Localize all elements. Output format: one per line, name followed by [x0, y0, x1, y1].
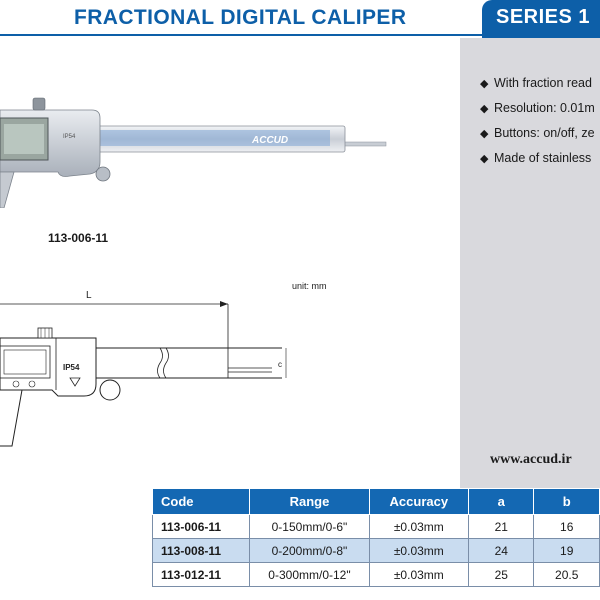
- technical-drawing: [0, 286, 300, 461]
- feature-text: With fraction read: [494, 76, 592, 90]
- feature-item: [480, 126, 600, 151]
- feature-item: [480, 76, 600, 101]
- cell-range: 0-200mm/0-8": [250, 539, 369, 563]
- feature-text: Buttons: on/off, ze: [494, 126, 595, 140]
- diamond-bullet-icon: ◆: [480, 103, 489, 115]
- dimension-label-l: L: [86, 290, 92, 301]
- caliper-photo: [0, 88, 400, 208]
- feature-text: Resolution: 0.01m: [494, 101, 595, 115]
- product-model-label: 113-006-11: [48, 231, 109, 245]
- drawing-slider-body: [0, 338, 96, 396]
- depth-rod: [340, 142, 386, 146]
- feature-item: [480, 151, 600, 176]
- feature-text: Made of stainless: [494, 151, 592, 165]
- website-link[interactable]: www.accud.ir: [490, 452, 572, 467]
- ip-rating-mark: IP54: [63, 134, 76, 140]
- cell-b: 16: [534, 515, 600, 539]
- cell-a: 24: [469, 539, 534, 563]
- spec-table: [152, 488, 600, 587]
- drawing-lower-jaw: [0, 390, 22, 446]
- unit-label: unit: mm: [292, 281, 327, 291]
- column-header-code: Code: [153, 489, 250, 515]
- column-header-a: a: [469, 489, 534, 515]
- column-header-accuracy: Accuracy: [369, 489, 469, 515]
- dimension-arrow: [220, 301, 228, 307]
- cell-code: 113-006-11: [153, 515, 250, 539]
- drawing-thumb-roller: [100, 380, 120, 400]
- series-badge: [482, 0, 600, 38]
- feature-panel: [460, 38, 600, 490]
- cell-range: 0-150mm/0-6": [250, 515, 369, 539]
- diamond-bullet-icon: ◆: [480, 78, 489, 90]
- cell-a: 25: [469, 563, 534, 587]
- cell-accuracy: ±0.03mm: [369, 539, 469, 563]
- beam-scale: [100, 130, 330, 146]
- cell-code: 113-008-11: [153, 539, 250, 563]
- cell-a: 21: [469, 515, 534, 539]
- table-row: [153, 515, 600, 539]
- column-header-range: Range: [250, 489, 369, 515]
- thumb-roller: [96, 167, 110, 181]
- cell-accuracy: ±0.03mm: [369, 515, 469, 539]
- cell-accuracy: ±0.03mm: [369, 563, 469, 587]
- diamond-bullet-icon: ◆: [480, 153, 489, 165]
- feature-item: [480, 101, 600, 126]
- diamond-bullet-icon: ◆: [480, 128, 489, 140]
- table-row: [153, 539, 600, 563]
- feature-list: [480, 76, 600, 176]
- page-header: [0, 0, 600, 38]
- dimension-label-c: c: [278, 360, 282, 369]
- table-header-row: [153, 489, 600, 515]
- brand-logo: ACCUD: [252, 135, 289, 146]
- page-title: FRACTIONAL DIGITAL CALIPER: [74, 6, 407, 29]
- beam-break-mark: [164, 348, 169, 378]
- cell-code: 113-012-11: [153, 563, 250, 587]
- series-label: SERIES 1: [496, 6, 591, 28]
- lower-jaw: [0, 172, 14, 208]
- cell-b: 19: [534, 539, 600, 563]
- table-row: [153, 563, 600, 587]
- lock-screw: [33, 98, 45, 110]
- cell-b: 20.5: [534, 563, 600, 587]
- column-header-b: b: [534, 489, 600, 515]
- beam-break-mark: [158, 348, 163, 378]
- drawing-ip-label: IP54: [63, 363, 80, 372]
- cell-range: 0-300mm/0-12": [250, 563, 369, 587]
- lcd-screen: [4, 124, 44, 154]
